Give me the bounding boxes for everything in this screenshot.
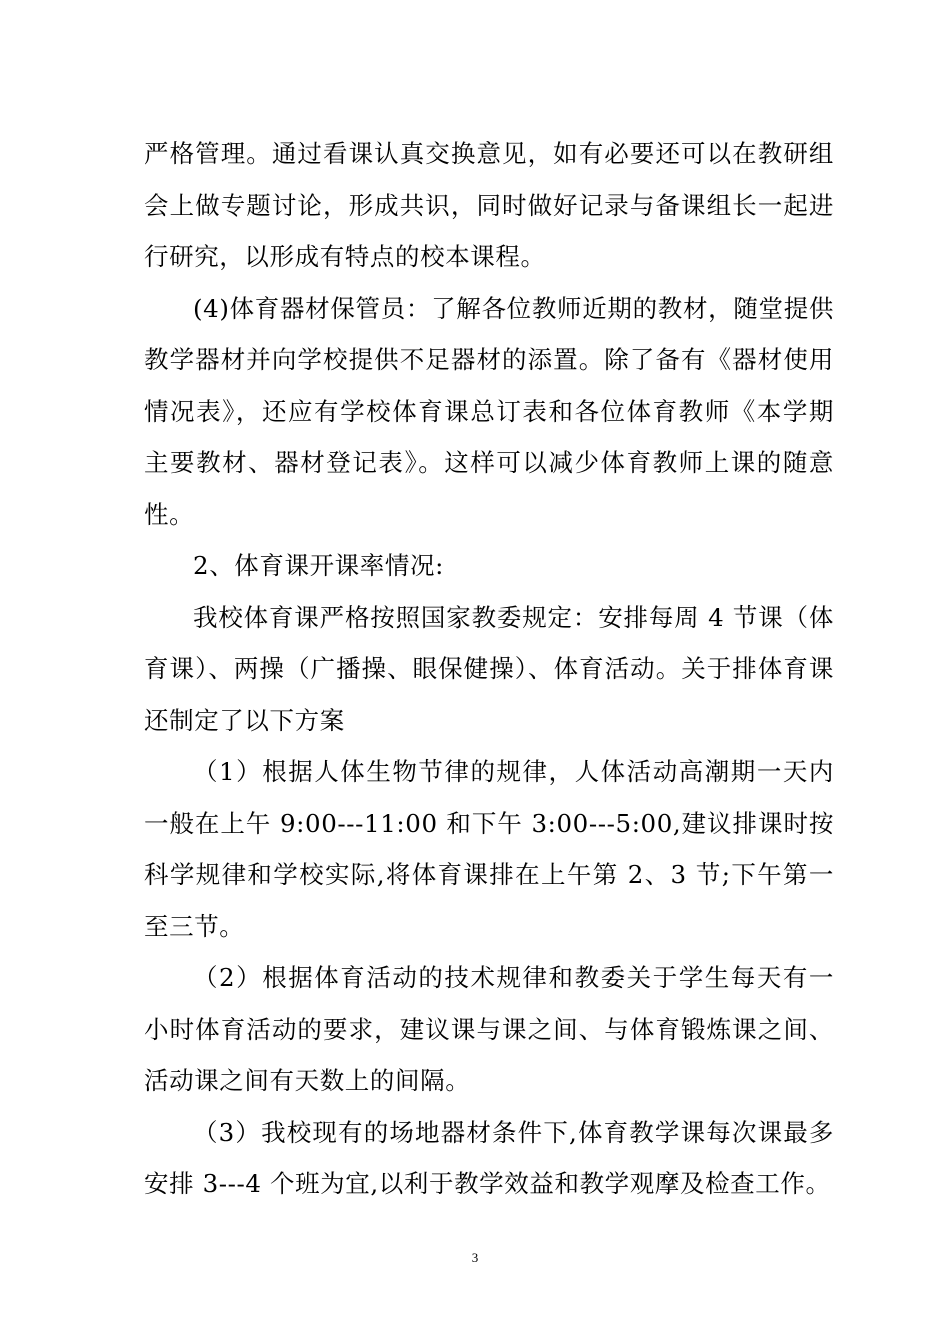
paragraph-schedule-policy: 我校体育课严格按照国家教委规定：安排每周 4 节课（体育课）、两操（广播操、眼保健操）、体育活动。关于排体育课还制定了以下方案: [144, 602, 834, 735]
paragraph-equipment-keeper: (4)体育器材保管员：了解各位教师近期的教材，随堂提供教学器材并向学校提供不足器材的添置。除了备有《器材使用情况表》，还应有学校体育课总订表和各位体育教师《本学期主要教材、器材登记表》。这样可以减少体育教师上课的随意性。: [144, 293, 834, 529]
document-body: [144, 128, 834, 1210]
paragraph-item-2: （2）根据体育活动的技术规律和教委关于学生每天有一小时体育活动的要求，建议课与课之间、与体育锻炼课之间、活动课之间有天数上的间隔。: [144, 963, 834, 1095]
section-heading-pe-class-rate: 2、体育课开课率情况:: [193, 551, 444, 580]
paragraph-item-1: （1）根据人体生物节律的规律，人体活动高潮期一天内一般在上午 9:00---11:00 和下午 3:00---5:00,建议排课时按科学规律和学校实际,将体育课排在上午第 2、3 节;下午第一至三节。: [144, 757, 834, 941]
paragraph-continuation: 严格管理。通过看课认真交换意见，如有必要还可以在教研组会上做专题讨论，形成共识，同时做好记录与备课组长一起进行研究，以形成有特点的校本课程。: [144, 139, 834, 271]
paragraph-item-3: （3）我校现有的场地器材条件下,体育教学课每次课最多安排 3---4 个班为宜,以利于教学效益和教学观摩及检查工作。: [144, 1117, 834, 1198]
page-number: 3: [471, 1250, 479, 1265]
